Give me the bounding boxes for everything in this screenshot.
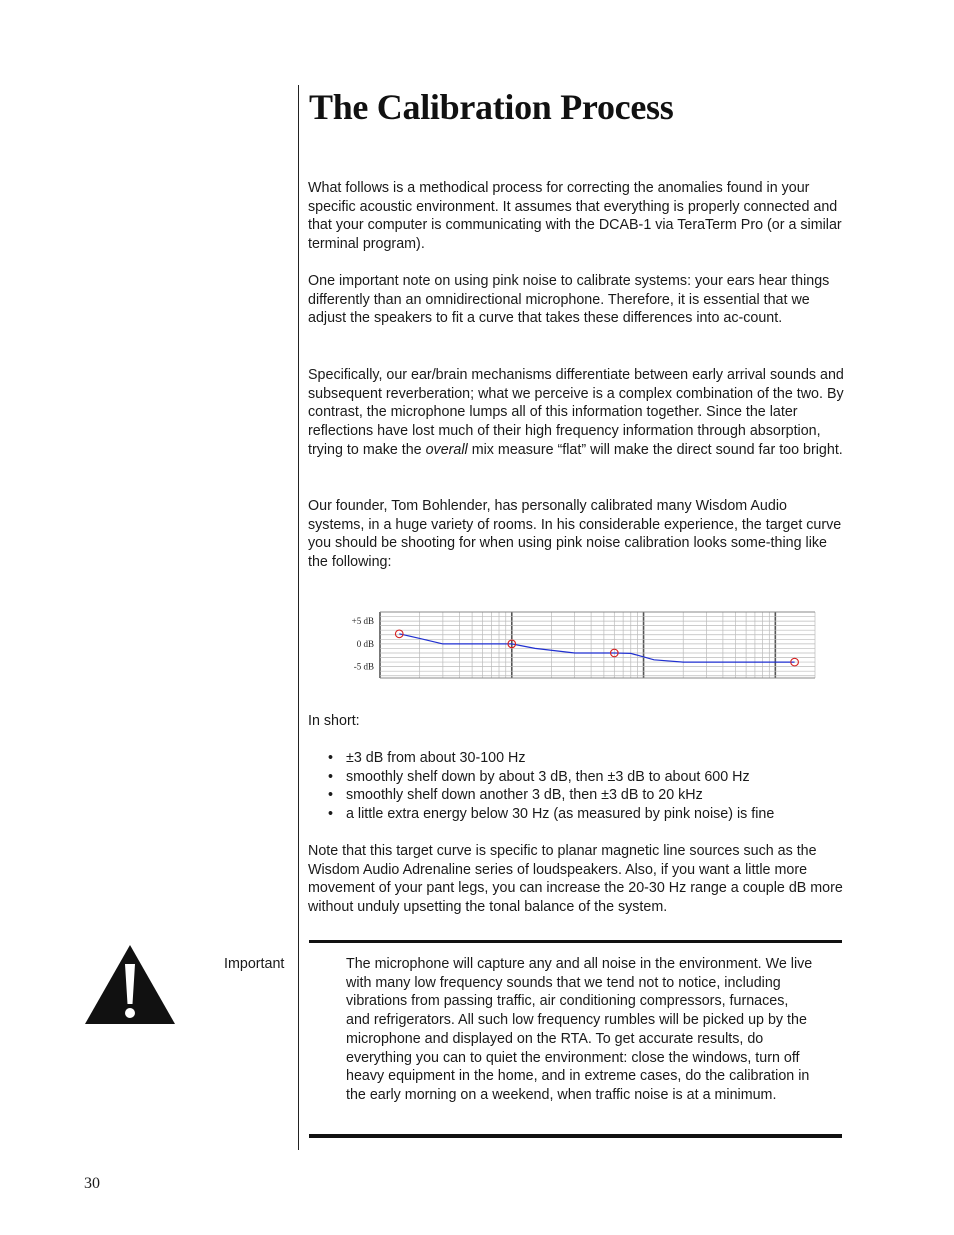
- bullet-item: • smoothly shelf down another 3 dB, then ±3 dB to 20 kHz: [308, 786, 844, 805]
- vertical-margin-rule: [298, 85, 299, 1150]
- ear-brain-text-end: mix measure “flat” will make the direct sound far too bright.: [467, 441, 843, 458]
- warning-triangle-icon: [84, 944, 176, 1025]
- bullet-item: • smoothly shelf down by about 3 dB, then ±3 dB to about 600 Hz: [308, 768, 844, 787]
- ear-brain-emphasis: overall: [425, 441, 468, 458]
- ear-brain-paragraph: [308, 366, 844, 460]
- bullet-item: • a little extra energy below 30 Hz (as measured by pink noise) is fine: [308, 805, 844, 824]
- y-tick-label: -5 dB: [353, 661, 374, 672]
- important-text: The microphone will capture any and all noise in the environment. We live with many low frequency sounds that we tend not to notice, including vibrations from passing traffic, air conditioning compressors, furnaces, and refrigerators. All such low frequency rumbles will be picked up by the microphone and displayed on the RTA. To get accurate results, do everything you can to quiet the environment: close the windows, turn off heavy equipment in the home, and in extreme cases, do the calibration in the early morning on a weekend, when traffic noise is at a minimum.: [346, 956, 813, 1103]
- ear-brain-text-start: Specifically, our ear/brain mechanisms differentiate between early arrival sounds and subsequent reverberation; what we perceive is a complex combination of the two. By contrast, the microphone lumps all of this information together. Since the later reflections have lost much of their high frequency information through absorption, trying to make the: [308, 367, 844, 458]
- page-title: The Calibration Process: [309, 87, 674, 127]
- pink-noise-note-paragraph: One important note on using pink noise to calibrate systems: your ears hear things differently than an omnidirectional microphone. Therefore, it is essential that we adjust the speakers to fit a curve that takes these differences into ac-count.: [308, 273, 830, 327]
- in-short-label: In short:: [308, 713, 360, 729]
- important-bottom-rule: [309, 1134, 842, 1138]
- founder-paragraph: Our founder, Tom Bohlender, has personally calibrated many Wisdom Audio systems, in a huge variety of rooms. In his considerable experience, the target curve you should be shooting for when using pink noise calibration looks some-thing like the following:: [308, 498, 842, 571]
- target-curve-svg: [340, 608, 820, 684]
- bullet-item: • ±3 dB from about 30-100 Hz: [308, 749, 844, 768]
- target-curve-chart: [340, 608, 820, 684]
- intro-paragraph: What follows is a methodical process for correcting the anomalies found in your specific acoustic environment. It assumes that everything is properly connected and that your computer is communicating with the DCAB-1 via TeraTerm Pro (or a similar terminal program).: [308, 180, 842, 253]
- page-number: 30: [84, 1175, 100, 1192]
- y-tick-label: 0 dB: [356, 638, 374, 649]
- planar-note-paragraph: Note that this target curve is specific to planar magnetic line sources such as the Wisdom Audio Adrenaline series of loudspeakers. Also, if you want a little more movement of your pant legs, you can increase the 20-30 Hz range a couple dB more without unduly upsetting the tonal balance of the system.: [308, 843, 843, 916]
- important-top-rule: [309, 940, 842, 943]
- important-label: Important: [224, 956, 285, 972]
- summary-bullet-list: [308, 749, 844, 824]
- y-tick-label: +5 dB: [351, 616, 374, 627]
